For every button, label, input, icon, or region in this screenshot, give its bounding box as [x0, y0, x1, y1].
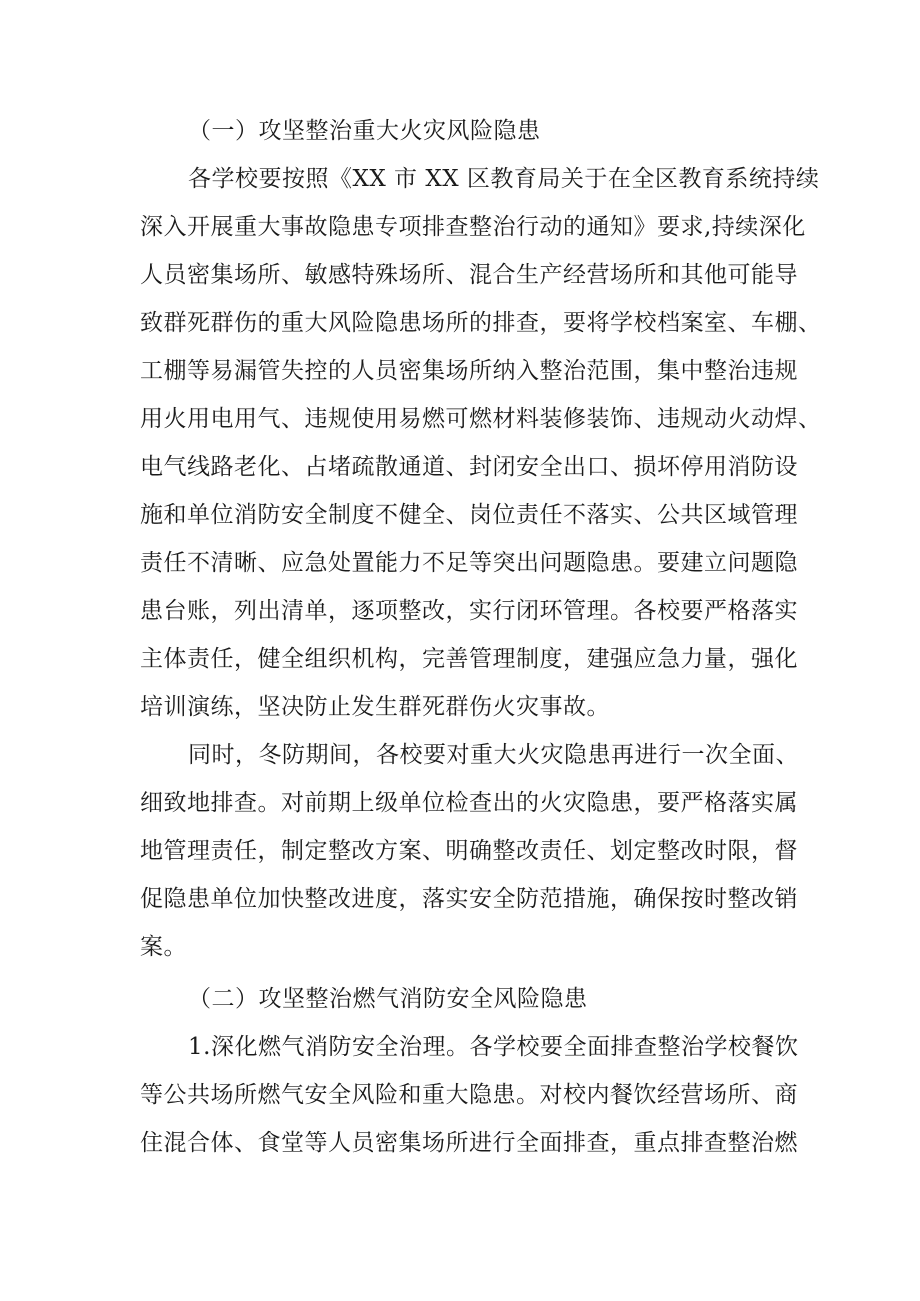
section2-para1-line: 1.深化燃气消防安全治理。各学校要全面排查整治学校餐饮	[188, 1034, 799, 1060]
section1-para1-line: 用火用电用气、违规使用易燃可燃材料装修装饰、违规动火动焊、	[140, 406, 822, 432]
section1-para1-line: 施和单位消防安全制度不健全、岗位责任不落实、公共区域管理	[140, 502, 798, 528]
section1-para2-line: 同时，冬防期间，各校要对重大火灾隐患再进行一次全面、	[188, 742, 799, 768]
section1-para1-line: 电气线路老化、占堵疏散通道、封闭安全出口、损坏停用消防设	[140, 454, 798, 480]
section1-para1-line: 各学校要按照《XX 市 XX 区教育局关于在全区教育系统持续	[188, 166, 820, 192]
section1-para2-line: 地管理责任，制定整改方案、明确整改责任、划定整改时限，督	[140, 838, 798, 864]
section1-para1-line: 责任不清晰、应急处置能力不足等突出问题隐患。要建立问题隐	[140, 550, 798, 576]
section1-para1-line: 深入开展重大事故隐患专项排查整治行动的通知》要求,持续深化	[140, 214, 806, 240]
section1-para1-line: 患台账，列出清单，逐项整改，实行闭环管理。各校要严格落实	[140, 598, 798, 624]
section1-para2-line: 促隐患单位加快整改进度，落实安全防范措施，确保按时整改销	[140, 886, 798, 912]
section1-heading: （一）攻坚整治重大火灾风险隐患	[188, 118, 541, 144]
section1-para2-line: 细致地排查。对前期上级单位检查出的火灾隐患，要严格落实属	[140, 790, 798, 816]
section1-para1-line: 培训演练，坚决防止发生群死群伤火灾事故。	[140, 694, 610, 720]
section1-para2-line: 案。	[140, 934, 187, 960]
section2-para1-line: 住混合体、食堂等人员密集场所进行全面排查，重点排查整治燃	[140, 1130, 798, 1156]
section1-para1-line: 工棚等易漏管失控的人员密集场所纳入整治范围，集中整治违规	[140, 358, 798, 384]
section2-heading: （二）攻坚整治燃气消防安全风险隐患	[188, 986, 588, 1012]
section1-para1-line: 人员密集场所、敏感特殊场所、混合生产经营场所和其他可能导	[140, 262, 798, 288]
section1-para1-line: 致群死群伤的重大风险隐患场所的排查，要将学校档案室、车棚、	[140, 310, 822, 336]
section2-para1-line: 等公共场所燃气安全风险和重大隐患。对校内餐饮经营场所、商	[140, 1082, 798, 1108]
section1-para1-line: 主体责任，健全组织机构，完善管理制度，建强应急力量，强化	[140, 646, 798, 672]
